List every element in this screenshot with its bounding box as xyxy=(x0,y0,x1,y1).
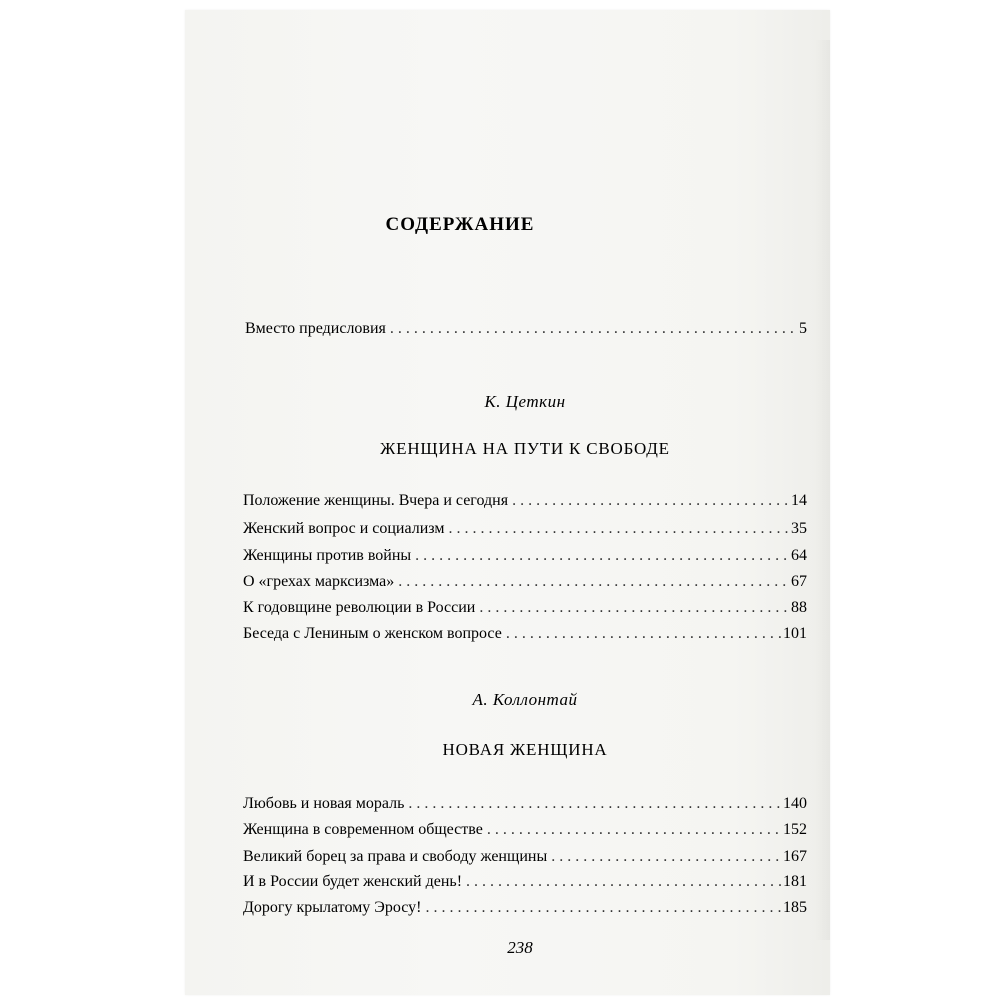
page-edge-shadow xyxy=(815,40,830,940)
toc-entry xyxy=(243,818,807,842)
dot-leader xyxy=(449,517,790,541)
toc-entry-page: 152 xyxy=(783,821,807,838)
toc-entry-page: 88 xyxy=(791,599,807,616)
toc-entry-page: 185 xyxy=(783,899,807,916)
dot-leader xyxy=(551,845,781,869)
dot-leader xyxy=(466,870,781,894)
toc-entry-title: Положение женщины. Вчера и сегодня xyxy=(243,492,509,509)
toc-entry-page: 35 xyxy=(791,520,807,537)
dot-leader xyxy=(506,622,781,646)
toc-entry xyxy=(243,845,807,869)
toc-entry-page: 167 xyxy=(783,848,807,865)
toc-entry-title: Женский вопрос и социализм xyxy=(243,520,445,537)
toc-entry xyxy=(243,517,807,541)
toc-entry-page: 181 xyxy=(783,873,807,890)
toc-entry xyxy=(243,544,807,568)
dot-leader xyxy=(425,896,781,920)
toc-entry-page: 67 xyxy=(791,573,807,590)
section-author: А. Коллонтай xyxy=(472,690,578,709)
toc-entry xyxy=(243,489,807,513)
dot-leader xyxy=(408,792,781,816)
toc-entry-title: К годовщине революции в России xyxy=(243,599,476,616)
section-title: ЖЕНЩИНА НА ПУТИ К СВОБОДЕ xyxy=(380,439,670,458)
section-author: К. Цеткин xyxy=(484,392,566,411)
contents-title: СОДЕРЖАНИЕ xyxy=(385,214,535,235)
toc-entry xyxy=(243,570,807,594)
dot-leader xyxy=(512,489,789,513)
toc-entry-title: Беседа с Лениным о женском вопросе xyxy=(243,625,502,642)
toc-entry-title: Женщины против войны xyxy=(243,547,412,564)
toc-entry-intro xyxy=(245,317,807,341)
toc-entry xyxy=(243,792,807,816)
toc-entry xyxy=(243,896,807,920)
toc-entry xyxy=(243,622,807,646)
dot-leader xyxy=(390,317,797,341)
toc-entry xyxy=(243,870,807,894)
toc-entry-title: О «грехах марксизма» xyxy=(243,573,395,590)
page-number: 238 xyxy=(507,938,533,957)
toc-entry-page: 64 xyxy=(791,547,807,564)
toc-entry-title: Великий борец за права и свободу женщины xyxy=(243,848,548,865)
toc-entry-page: 140 xyxy=(783,795,807,812)
dot-leader xyxy=(487,818,781,842)
toc-entry-page: 14 xyxy=(791,492,807,509)
dot-leader xyxy=(479,596,789,620)
toc-entry-title: Женщина в современном обществе xyxy=(243,821,483,838)
toc-entry xyxy=(243,596,807,620)
section-title: НОВАЯ ЖЕНЩИНА xyxy=(442,740,608,759)
toc-entry-title: Дорогу крылатому Эросу! xyxy=(243,899,422,916)
toc-entry-page: 5 xyxy=(799,320,807,337)
toc-entry-title: Любовь и новая мораль xyxy=(243,795,405,812)
dot-leader xyxy=(398,570,789,594)
toc-entry-page: 101 xyxy=(783,625,807,642)
dot-leader xyxy=(415,544,789,568)
toc-entry-title: И в России будет женский день! xyxy=(243,873,463,890)
toc-entry-title: Вместо предисловия xyxy=(245,320,386,337)
